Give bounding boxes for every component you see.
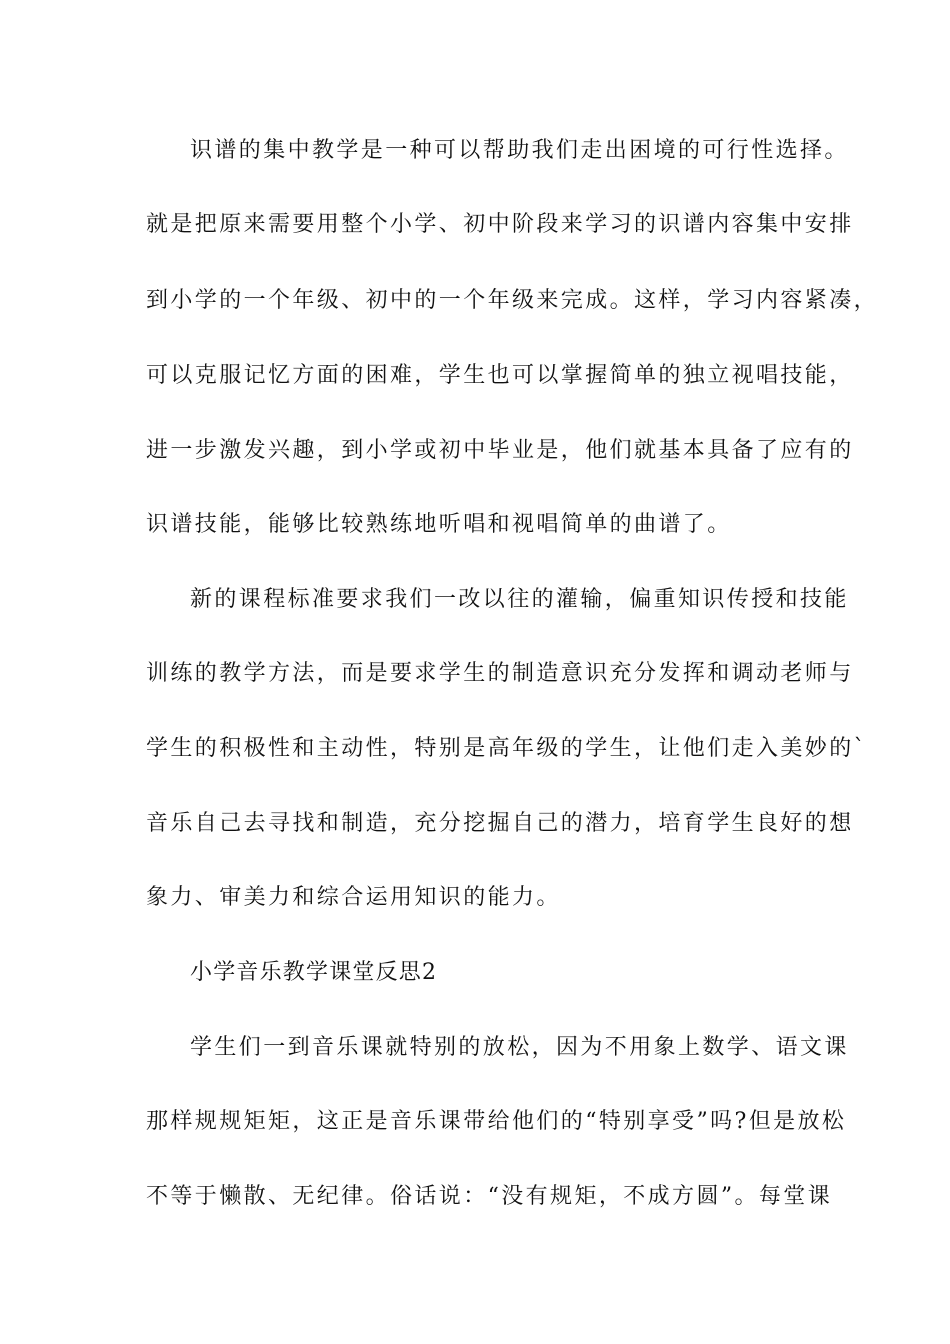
paragraph-line: 进一步激发兴趣，到小学或初中毕业是，他们就基本具备了应有的	[146, 438, 854, 463]
paragraph-line: 新的课程标准要求我们一改以往的灌输，偏重知识传授和技能	[190, 587, 849, 612]
paragraph-line: 学生们一到音乐课就特别的放松，因为不用象上数学、语文课	[190, 1035, 849, 1060]
section-heading: 小学音乐教学课堂反思2	[190, 960, 438, 985]
paragraph-line: 象力、审美力和综合运用知识的能力。	[146, 885, 561, 910]
paragraph-line: 识谱技能，能够比较熟练地听唱和视唱简单的曲谱了。	[146, 512, 732, 537]
paragraph-line: 可以克服记忆方面的困难，学生也可以掌握简单的独立视唱技能，	[146, 363, 854, 388]
paragraph-line: 音乐自己去寻找和制造，充分挖掘自己的潜力，培育学生良好的想	[146, 811, 854, 836]
paragraph-line: 那样规规矩矩，这正是音乐课带给他们的“特别享受”吗?但是放松	[146, 1109, 847, 1134]
paragraph-line: 不等于懒散、无纪律。俗话说：“没有规矩，不成方圆”。每堂课	[146, 1184, 833, 1209]
paragraph-line: 就是把原来需要用整个小学、初中阶段来学习的识谱内容集中安排	[146, 212, 854, 237]
paragraph-line: 到小学的一个年级、初中的一个年级来完成。这样，学习内容紧凑，	[146, 288, 879, 313]
paragraph-line: 训练的教学方法，而是要求学生的制造意识充分发挥和调动老师与	[146, 661, 854, 686]
paragraph-line: 识谱的集中教学是一种可以帮助我们走出困境的可行性选择。	[190, 138, 849, 163]
paragraph-line: 学生的积极性和主动性，特别是高年级的学生，让他们走入美妙的`	[146, 736, 868, 761]
